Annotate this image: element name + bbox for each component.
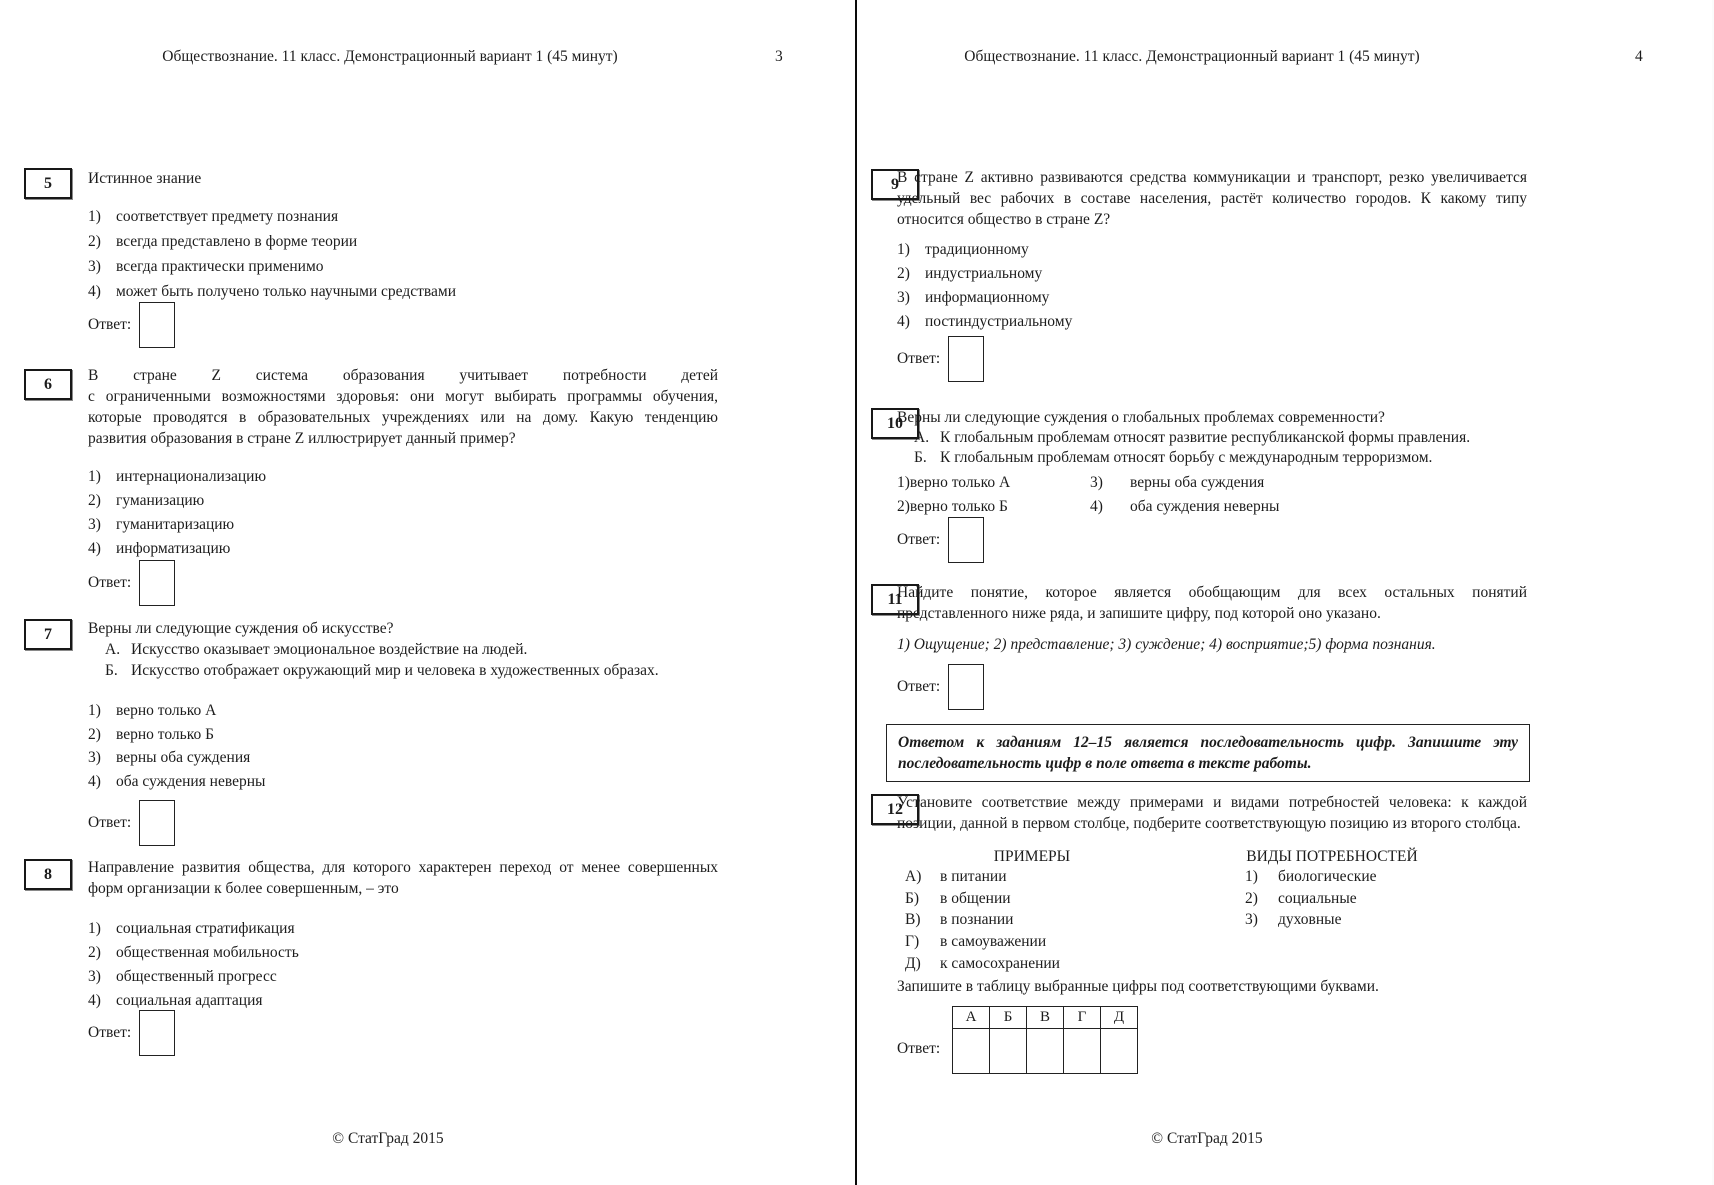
option-text: информационному (925, 289, 1050, 306)
option-number: 2) (88, 944, 101, 961)
option-text: может быть получено только научными средствами (116, 283, 456, 300)
answer-label: Ответ: (897, 678, 941, 695)
question-number-box: 8 (24, 859, 72, 890)
option-row (88, 513, 266, 537)
item-label: 1) (1245, 868, 1258, 885)
question-title: Верны ли следующие суждения о глобальных проблемах современности? (897, 409, 1385, 426)
option-number: 4) (88, 540, 101, 557)
option-row (897, 286, 1072, 310)
statement-label: Б. (914, 449, 927, 466)
item-label: В) (905, 911, 921, 929)
option-row (88, 723, 265, 747)
answer-cell[interactable] (953, 1029, 990, 1074)
option-row (1090, 474, 1264, 492)
option-number: 4) (897, 313, 910, 330)
option-text: всегда практически применимо (116, 258, 324, 275)
answer-label: Ответ: (897, 1040, 941, 1057)
option-text: всегда представлено в форме теории (116, 233, 358, 250)
question-number-box: 11 (871, 584, 919, 615)
list-item (1245, 866, 1377, 888)
answer-label: Ответ: (88, 814, 132, 831)
page-left (0, 0, 855, 1185)
table-instruction: Запишите в таблицу выбранные цифры под соответствующими буквами. (897, 978, 1379, 995)
text-line: Найдите понятие, которое является обобщающим для всех остальных понятий (897, 584, 1527, 601)
option-number: 2) (897, 498, 910, 515)
option-text: гуманизацию (116, 492, 205, 509)
option-number: 3) (88, 749, 101, 766)
page-divider (855, 0, 857, 1185)
question-number-box: 10 (871, 408, 919, 439)
text-line: относится общество в стране Z? (897, 211, 1111, 228)
option-number: 3) (88, 258, 101, 275)
statement-row (914, 449, 1432, 467)
statement-label: А. (105, 641, 121, 658)
answer-label: Ответ: (88, 1024, 132, 1041)
option-row (88, 279, 456, 304)
table-header-cell: Д (1101, 1007, 1138, 1029)
item-text: в познании (940, 911, 1014, 929)
option-text: индустриальному (925, 265, 1043, 282)
list-item (905, 931, 1060, 953)
list-item (905, 888, 1060, 910)
page-footer: © СтатГрад 2015 (332, 1130, 444, 1147)
text-line: В стране Z активно развиваются средства коммуникации и транспорт, резко увеличивается (897, 169, 1527, 186)
option-number: 3) (897, 289, 910, 306)
option-number: 4) (88, 992, 101, 1009)
option-number: 3) (1090, 474, 1103, 491)
text-line: представленного ниже ряда, и запишите цифру, под которой оно указано. (897, 605, 1381, 622)
option-number: 1) (88, 702, 101, 719)
item-label: Г) (905, 933, 920, 951)
option-text: интернационализацию (116, 468, 267, 485)
question-text (897, 167, 1527, 230)
question-text (88, 365, 718, 449)
question-number-box: 5 (24, 168, 72, 199)
options-list (897, 238, 1072, 334)
option-number: 4) (88, 772, 101, 790)
option-number: 1) (88, 920, 101, 937)
list-item (905, 909, 1060, 931)
page-header: Обществознание. 11 класс. Демонстрационный вариант 1 (45 минут) (964, 48, 1420, 65)
list-item (1245, 909, 1377, 931)
answer-box[interactable] (948, 336, 984, 382)
table-header-cell: А (953, 1007, 990, 1029)
statement-text: Искусство оказывает эмоциональное воздействие на людей. (131, 641, 528, 658)
notice-line: Ответом к заданиям 12–15 является последовательность цифр. Запишите эту (898, 734, 1518, 751)
item-label: Б) (905, 889, 920, 907)
answer-box[interactable] (139, 800, 175, 846)
item-text: социальные (1278, 889, 1357, 907)
options-list (88, 699, 265, 793)
question-title: Истинное знание (88, 170, 202, 187)
option-text: верны оба суждения (1130, 474, 1265, 491)
text-line: В стране Z система образования учитывает потребности детей (88, 367, 718, 384)
option-number: 3) (88, 516, 101, 533)
option-number: 1) (897, 241, 910, 258)
option-row (88, 941, 299, 965)
option-row (88, 489, 266, 513)
option-text: информатизацию (116, 540, 231, 557)
option-row (88, 537, 266, 561)
option-row (88, 917, 299, 941)
page-header: Обществознание. 11 класс. Демонстрационный вариант 1 (45 минут) (162, 48, 618, 65)
option-text: верно только А (909, 474, 1011, 491)
table-header-row (953, 1007, 1138, 1029)
question-number-box: 6 (24, 369, 72, 400)
item-text: к самосохранении (940, 954, 1060, 972)
option-row (897, 262, 1072, 286)
statement-row (914, 429, 1470, 447)
option-number: 2) (897, 265, 910, 282)
answer-label: Ответ: (897, 531, 941, 548)
option-number: 4) (1090, 498, 1103, 515)
option-row (88, 465, 266, 489)
option-row (897, 238, 1072, 262)
text-line: Установите соответствие между примерами и видами потребностей человека: к каждой (897, 794, 1527, 811)
table-header-cell: Б (990, 1007, 1027, 1029)
page-footer: © СтатГрад 2015 (1151, 1130, 1263, 1147)
list-item (1245, 888, 1377, 910)
option-number: 3) (88, 968, 101, 985)
list-item (905, 953, 1060, 975)
item-text: духовные (1278, 911, 1342, 929)
option-text: оба суждения неверны (116, 772, 266, 790)
option-row (88, 229, 456, 254)
answer-cell[interactable] (1027, 1029, 1064, 1074)
option-number: 4) (88, 283, 101, 300)
page-number: 4 (1635, 48, 1643, 65)
option-row (1090, 498, 1279, 516)
options-list (88, 204, 456, 304)
examples-list (905, 866, 1060, 975)
question-text (897, 792, 1527, 834)
options-row (897, 498, 1279, 516)
option-number: 1) (88, 208, 101, 225)
page-number: 3 (775, 48, 783, 65)
statement-text: Искусство отображает окружающий мир и человека в художественных образах. (131, 662, 659, 679)
answer-row (88, 560, 175, 606)
option-row (897, 310, 1072, 334)
text-line: развития образования в стране Z иллюстрирует данный пример? (88, 430, 516, 447)
option-text: верны оба суждения (116, 749, 251, 766)
option-text: общественный прогресс (116, 968, 277, 985)
option-number: 1) (88, 468, 101, 485)
question-text (897, 582, 1527, 624)
answer-box[interactable] (139, 1010, 175, 1056)
options-list (88, 917, 299, 1013)
answer-row (88, 800, 175, 846)
text-line: с ограниченными возможностями здоровья: они могут выбирать программы обучения, (88, 388, 718, 405)
answer-row (897, 1040, 940, 1058)
item-label: 3) (1245, 911, 1258, 929)
option-row (88, 965, 299, 989)
options-row (897, 474, 1264, 492)
statement-text: К глобальным проблемам относят развитие республиканской формы правления. (940, 429, 1471, 446)
answer-label: Ответ: (88, 316, 132, 333)
answer-box[interactable] (139, 302, 175, 348)
answer-cell[interactable] (1064, 1029, 1101, 1074)
option-text: традиционному (925, 241, 1029, 258)
item-label: А) (905, 868, 922, 885)
statement-row (105, 662, 659, 680)
answer-row (897, 336, 984, 382)
statement-label: А. (914, 429, 930, 446)
question-number-box: 9 (871, 169, 919, 200)
text-line: Направление развития общества, для которого характерен переход от менее совершенных (88, 859, 718, 876)
page-right (857, 0, 1712, 1185)
option-number: 2) (88, 492, 101, 509)
answer-box[interactable] (139, 560, 175, 606)
option-text: социальная адаптация (116, 992, 263, 1009)
option-row (88, 770, 265, 794)
option-text: постиндустриальному (925, 313, 1073, 330)
option-text: общественная мобильность (116, 944, 299, 961)
match-answer-table (952, 1006, 1138, 1074)
item-label: Д) (905, 954, 921, 972)
option-row (897, 474, 1090, 492)
item-text: в питании (940, 868, 1007, 885)
types-list (1245, 866, 1377, 931)
item-text: биологические (1278, 868, 1377, 885)
options-list (88, 465, 266, 561)
option-text: социальная стратификация (116, 920, 295, 937)
table-header-cell: В (1027, 1007, 1064, 1029)
option-number: 2) (88, 725, 101, 743)
option-text: соответствует предмету познания (116, 208, 339, 225)
answer-box[interactable] (948, 664, 984, 710)
answer-label: Ответ: (897, 350, 941, 367)
text-line: удельный вес рабочих в составе населения, растёт количество городов. К какому типу (897, 190, 1527, 207)
question-number-box: 12 (871, 794, 919, 825)
option-text: гуманитаризацию (116, 516, 235, 533)
text-line: которые проводятся в образовательных учреждениях или на дому. Какую тенденцию (88, 409, 718, 426)
answer-row (88, 302, 175, 348)
notice-line: последовательность цифр в поле ответа в тексте работы. (898, 755, 1312, 772)
option-row (88, 746, 265, 770)
text-line: форм организации к более совершенным, – это (88, 880, 399, 897)
item-text: в самоуважении (940, 933, 1047, 951)
concept-series: 1) Ощущение; 2) представление; 3) суждение; 4) восприятие;5) форма познания. (897, 636, 1436, 653)
option-row (88, 699, 265, 723)
statement-label: Б. (105, 662, 118, 679)
answer-row (897, 517, 984, 563)
option-row (88, 254, 456, 279)
item-label: 2) (1245, 889, 1258, 907)
answer-cell[interactable] (1101, 1029, 1138, 1074)
option-row (897, 498, 1090, 516)
statement-text: К глобальным проблемам относят борьбу с международным терроризмом. (940, 449, 1433, 466)
table-header-cell: Г (1064, 1007, 1101, 1029)
answer-box[interactable] (948, 517, 984, 563)
question-number-box: 7 (24, 619, 72, 650)
question-text (88, 857, 718, 899)
examples-column-header: ПРИМЕРЫ (993, 848, 1071, 865)
option-text: верно только Б (116, 725, 214, 743)
answer-row (897, 664, 984, 710)
option-row (88, 204, 456, 229)
answer-label: Ответ: (88, 574, 132, 591)
option-number: 1) (897, 474, 910, 491)
table-answer-row (953, 1029, 1138, 1074)
option-text: верно только А (116, 702, 217, 719)
notice-box (886, 724, 1530, 782)
types-column-header: ВИДЫ ПОТРЕБНОСТЕЙ (1246, 848, 1418, 865)
option-text: оба суждения неверны (1130, 498, 1280, 515)
statement-row (105, 641, 527, 659)
text-line: позиции, данной в первом столбце, подберите соответствующую позицию из второго столбца. (897, 815, 1521, 832)
option-number: 2) (88, 233, 101, 250)
list-item (905, 866, 1060, 888)
option-text: верно только Б (909, 498, 1008, 515)
item-text: в общении (940, 889, 1011, 907)
answer-cell[interactable] (990, 1029, 1027, 1074)
answer-row (88, 1010, 175, 1056)
question-title: Верны ли следующие суждения об искусстве? (88, 620, 394, 637)
